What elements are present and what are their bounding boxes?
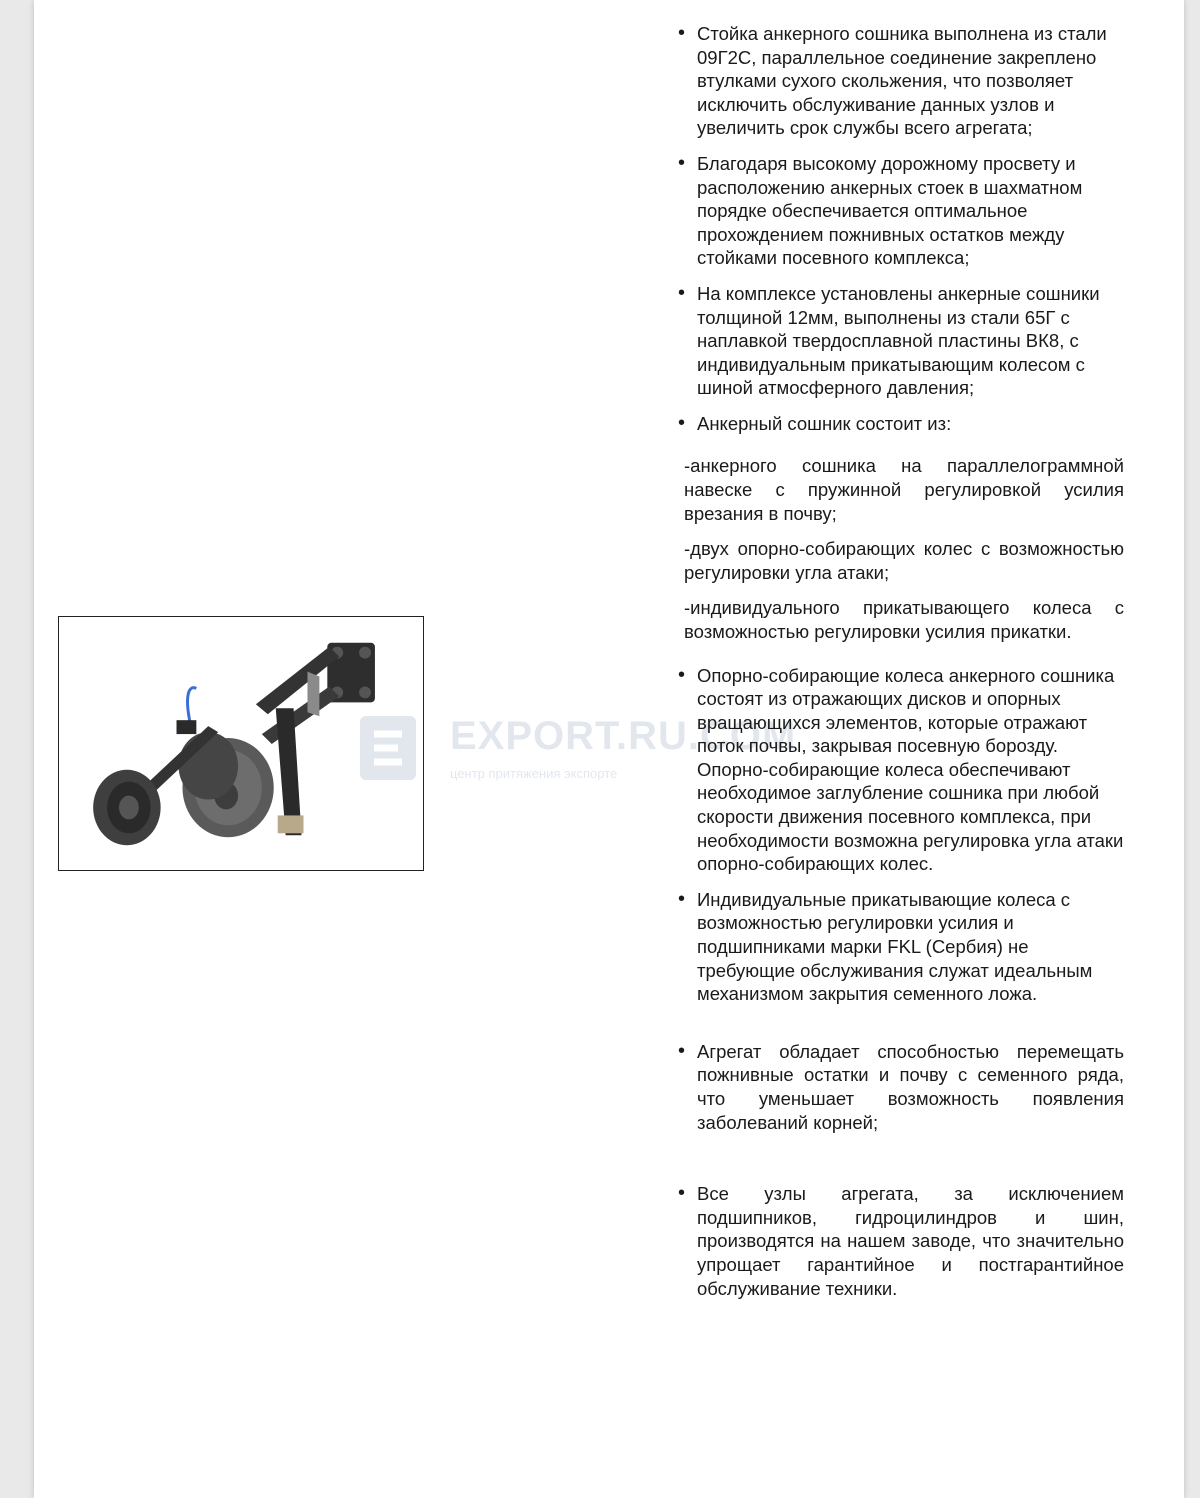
- seeder-coulter-illustration: [59, 617, 423, 870]
- list-item: • Агрегат обладает способностью перемещать пожнивные остатки и почву с семенного ряда, что уменьшает возможность появления заболеваний корней;: [684, 1040, 1124, 1134]
- watermark-title: EXPORT.RU.COM: [450, 714, 797, 758]
- list-item: • Все узлы агрегата, за исключением подшипников, гидроцилиндров и шин, производятся на нашем заводе, что значительно упрощает гарантийное и постгарантийное обслуживание техники.: [684, 1182, 1124, 1300]
- seed-hose: [188, 688, 197, 724]
- list-item: • Индивидуальные прикатывающие колеса с возможностью регулировки усилия и подшипниками марки FKL (Сербия) не требующие обслуживания служат идеальным механизмом закрытия семенного ложа.: [684, 888, 1124, 1006]
- feature-list: [684, 22, 1124, 1312]
- watermark-subtitle: центр притяжения экспорте: [450, 766, 618, 781]
- sub-item: -двух опорно-собирающих колес с возможностью регулировки угла атаки;: [684, 537, 1124, 583]
- sub-item: -анкерного сошника на параллелограммной навеске с пружинной регулировкой усилия врезания в почву;: [684, 454, 1124, 524]
- list-item: • Опорно-собирающие колеса анкерного сошника состоят из отражающих дисков и опорных вращающихся элементов, которые отражают поток почвы, закрывая посевную борозду. Опорно-собирающие колеса обеспечивают необходимое заглубление сошника при любой скорости движения посевного комплекса, при необходимости возможна регулировка угла атаки опорно-собирающих колес.: [684, 664, 1124, 876]
- list-item: • Анкерный сошник состоит из:: [684, 412, 1124, 436]
- list-item: • Благодаря высокому дорожному просвету и расположению анкерных стоек в шахматном порядке обеспечивается оптимальное прохождением пожнивных остатков между стойками посевного комплекса;: [684, 152, 1124, 270]
- seed-boot: [278, 815, 304, 833]
- list-item: • Стойка анкерного сошника выполнена из стали 09Г2С, параллельное соединение закреплено втулками сухого скольжения, что позволяет исключить обслуживание данных узлов и увеличить срок службы всего агрегата;: [684, 22, 1124, 140]
- sub-item: -индивидуального прикатывающего колеса с возможностью регулировки усилия прикатки.: [684, 596, 1124, 642]
- coulter-figure: [58, 616, 424, 871]
- list-item: • На комплексе установлены анкерные сошники толщиной 12мм, выполнены из стали 65Г с наплавкой твердосплавной пластины ВК8, с индивидуальным прикатывающим колесом с шиной атмосферного давления;: [684, 282, 1124, 400]
